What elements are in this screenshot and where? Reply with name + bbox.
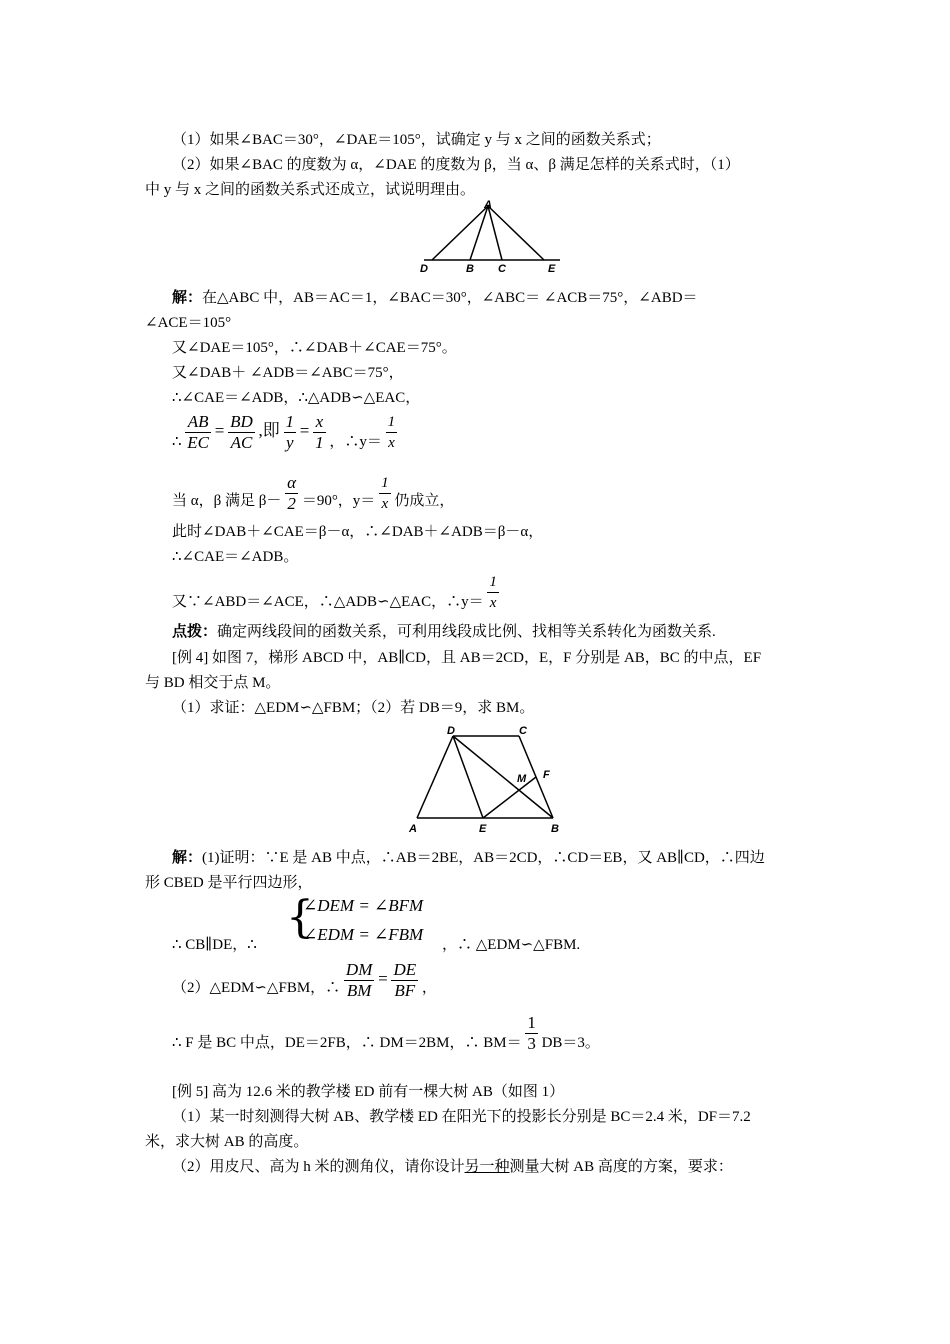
problem-part2-line2: 中 y 与 x 之间的函数关系式还成立，试说明理由。 <box>145 182 476 198</box>
fig2-label-e: E <box>479 823 487 835</box>
fig2-label-a: A <box>409 823 417 835</box>
problem-part2-line1: （2）如果∠BAC 的度数为 α，∠DAE 的度数为 β，当 α、β 满足怎样的关系式时，（1） <box>172 157 740 173</box>
fraction-1-x-b: $\frac{1}{x}$ <box>381 475 389 513</box>
solution4-line1: 解：(1)证明：∵E 是 AB 中点，∴AB＝2BE，AB＝2CD，∴CD＝EB，又 AB∥CD，∴四边 <box>172 850 765 866</box>
solution-line2: 又∠DAE＝105°，∴∠DAB＋∠CAE＝75°。 <box>172 340 457 356</box>
fig1-label-c: C <box>498 263 506 275</box>
example4-line1: [例 4] 如图 7，梯形 ABCD 中，AB∥CD，且 AB＝2CD，E，F 分别是 AB，BC 的中点，EF <box>172 650 762 666</box>
fig2-label-m: M <box>517 773 527 785</box>
fig2-label-b: B <box>551 823 559 835</box>
fraction-bd-ac: $\frac{BD}{AC}$ <box>230 412 253 453</box>
fraction-de-bf: $\frac{DE}{BF}$ <box>393 960 417 1001</box>
example4-line1b: 与 BD 相交于点 M。 <box>145 675 281 691</box>
fig2-label-d: D <box>447 725 455 737</box>
tip-line: 点拨：确定两线段间的函数关系，可利用线段成比例、找相等关系转化为函数关系. <box>172 624 716 640</box>
fraction-1-3: $\frac{1}{3}$ <box>527 1013 536 1054</box>
tip-heading: 点拨： <box>172 624 218 640</box>
example5-line2: （1）某一时刻测得大树 AB、教学楼 ED 在阳光下的投影长分别是 BC＝2.4 米，DF＝7.2 <box>172 1109 751 1125</box>
fraction-alpha-2: $\frac{\alpha}{2}$ <box>287 473 297 514</box>
triangle-figure <box>410 198 570 278</box>
solution-line9: 又∵∠ABD＝∠ACE，∴△ADB∽△EAC，∴y＝ $\frac{1}{x}$ <box>172 574 497 612</box>
system-eq1: ∠DEM = ∠BFM <box>303 896 424 915</box>
fraction-ab-ec: $\frac{AB}{EC}$ <box>187 412 210 453</box>
fig1-label-b: B <box>466 263 474 275</box>
solution-line4: ∴∠CAE＝∠ADB，∴△ADB∽△EAC， <box>172 390 421 406</box>
example5-line3: （2）用皮尺、高为 h 米的测角仪，请你设计另一种测量大树 AB 高度的方案，要求： <box>172 1159 733 1175</box>
solution4-line2: ∴ CB∥DE，∴ <box>172 937 257 953</box>
solution4-line4: ∴ F 是 BC 中点，DE＝2FB，∴ DM＝2BM，∴ BM＝ $\frac{1}{3}$ DB＝3。 <box>172 1013 600 1054</box>
solution-line1: 解：在△ABC 中，AB＝AC＝1，∠BAC＝30°，∠ABC＝ ∠ACB＝75°，∠ABD＝ <box>172 290 698 306</box>
system-brace: { <box>286 892 314 943</box>
solution4-line1b: 形 CBED 是平行四边形， <box>145 875 313 891</box>
trapezoid-figure <box>405 720 565 840</box>
solution-condition-line: 当 α，β 满足 β－ $\frac{\alpha}{2}$ ＝90°，y＝ $\frac{1}{x}$ 仍成立， <box>172 473 455 514</box>
fraction-1-x: $\frac{1}{x}$ <box>387 414 396 452</box>
solution4-line3: （2）△EDM∽△FBM，∴ $\frac{DM}{BM}$ = $\frac{DE}{BF}$ ， <box>172 960 437 1001</box>
solution4-heading: 解： <box>172 850 203 866</box>
example4-line2: （1）求证：△EDM∽△FBM；（2）若 DB＝9，求 BM。 <box>172 700 535 716</box>
fig2-label-c: C <box>519 725 527 737</box>
solution-line8: ∴∠CAE＝∠ADB。 <box>172 549 299 565</box>
fig1-label-e: E <box>548 263 556 275</box>
fraction-1-y: $\frac{1}{y}$ <box>285 412 295 453</box>
problem-part1: （1）如果∠BAC＝30°，∠DAE＝105°，试确定 y 与 x 之间的函数关系式； <box>172 132 661 148</box>
solution-line3: 又∠DAB＋ ∠ADB＝∠ABC＝75°， <box>172 365 404 381</box>
fig1-label-a: A <box>484 199 492 211</box>
solution-heading: 解： <box>172 290 203 306</box>
solution4-line2b: ，∴ △EDM∽△FBM. <box>442 937 581 953</box>
fraction-x-1: $\frac{x}{1}$ <box>315 412 324 453</box>
fig1-label-d: D <box>420 263 428 275</box>
fraction-dm-bm: $\frac{DM}{BM}$ <box>345 960 373 1001</box>
solution-line7: 此时∠DAB＋∠CAE＝β－α，∴∠DAB＋∠ADB＝β－α， <box>172 524 544 540</box>
solution-line1b: ∠ACE＝105° <box>145 315 232 331</box>
underlined-another-method: 另一种 <box>464 1159 510 1175</box>
fig2-label-f: F <box>543 769 550 781</box>
system-eq2: ∠EDM = ∠FBM <box>303 925 424 944</box>
example5-line1: [例 5] 高为 12.6 米的教学楼 ED 前有一棵大树 AB（如图 1） <box>172 1084 565 1100</box>
solution-proportion-line: ∴ $\frac{AB}{EC}$ = $\frac{BD}{AC}$ ,即 $\frac{1}{y}$ = $\frac{x}{1}$ ，∴y＝ $\frac{1}{x}$ <box>172 412 396 453</box>
example5-line2b: 米，求大树 AB 的高度。 <box>145 1134 309 1150</box>
fraction-1-x-c: $\frac{1}{x}$ <box>489 574 497 612</box>
